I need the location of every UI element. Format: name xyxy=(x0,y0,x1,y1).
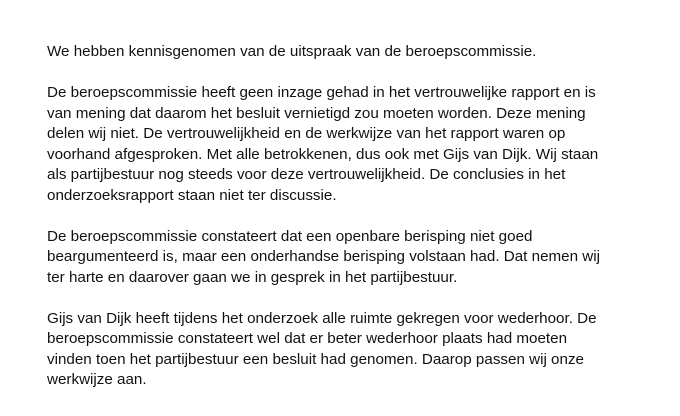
text-line: voorhand afgesproken. Met alle betrokkenen, dus ook met Gijs van Dijk. Wij staan xyxy=(47,145,599,163)
paragraph-3 xyxy=(47,227,647,289)
text-line: werkwijze aan. xyxy=(47,371,147,388)
text-line: Gijs van Dijk heeft tijdens het onderzoek alle ruimte gekregen voor wederhoor. De xyxy=(47,309,597,327)
paragraph-2 xyxy=(47,83,647,206)
text-line: als partijbestuur nog steeds voor deze vertrouwelijkheid. De conclusies in het xyxy=(47,166,566,183)
paragraph-4 xyxy=(47,309,647,391)
text-line: De beroepscommissie constateert dat een openbare berisping niet goed xyxy=(47,227,533,245)
text-line: beargumenteerd is, maar een onderhandse berisping volstaan had. Dat nemen wij xyxy=(47,248,600,265)
text-line: van mening dat daarom het besluit vernietigd zou moeten worden. Deze mening xyxy=(47,104,586,122)
text-line: beroepscommissie constateert wel dat er beter wederhoor plaats had moeten xyxy=(47,330,568,347)
text-line: delen wij niet. De vertrouwelijkheid en de werkwijze van het rapport waren op xyxy=(47,125,566,142)
text-line: onderzoeksrapport staan niet ter discussie. xyxy=(47,186,337,204)
paragraph-1 xyxy=(47,42,647,63)
text-line: We hebben kennisgenomen van de uitspraak van de beroepscommissie. xyxy=(47,43,537,60)
text-line: ter harte en daarover gaan we in gesprek in het partijbestuur. xyxy=(47,268,458,286)
text-line: vinden toen het partijbestuur een besluit had genomen. Daarop passen wij onze xyxy=(47,350,584,368)
document-body xyxy=(47,42,647,411)
text-line: De beroepscommissie heeft geen inzage gehad in het vertrouwelijke rapport en is xyxy=(47,84,596,101)
